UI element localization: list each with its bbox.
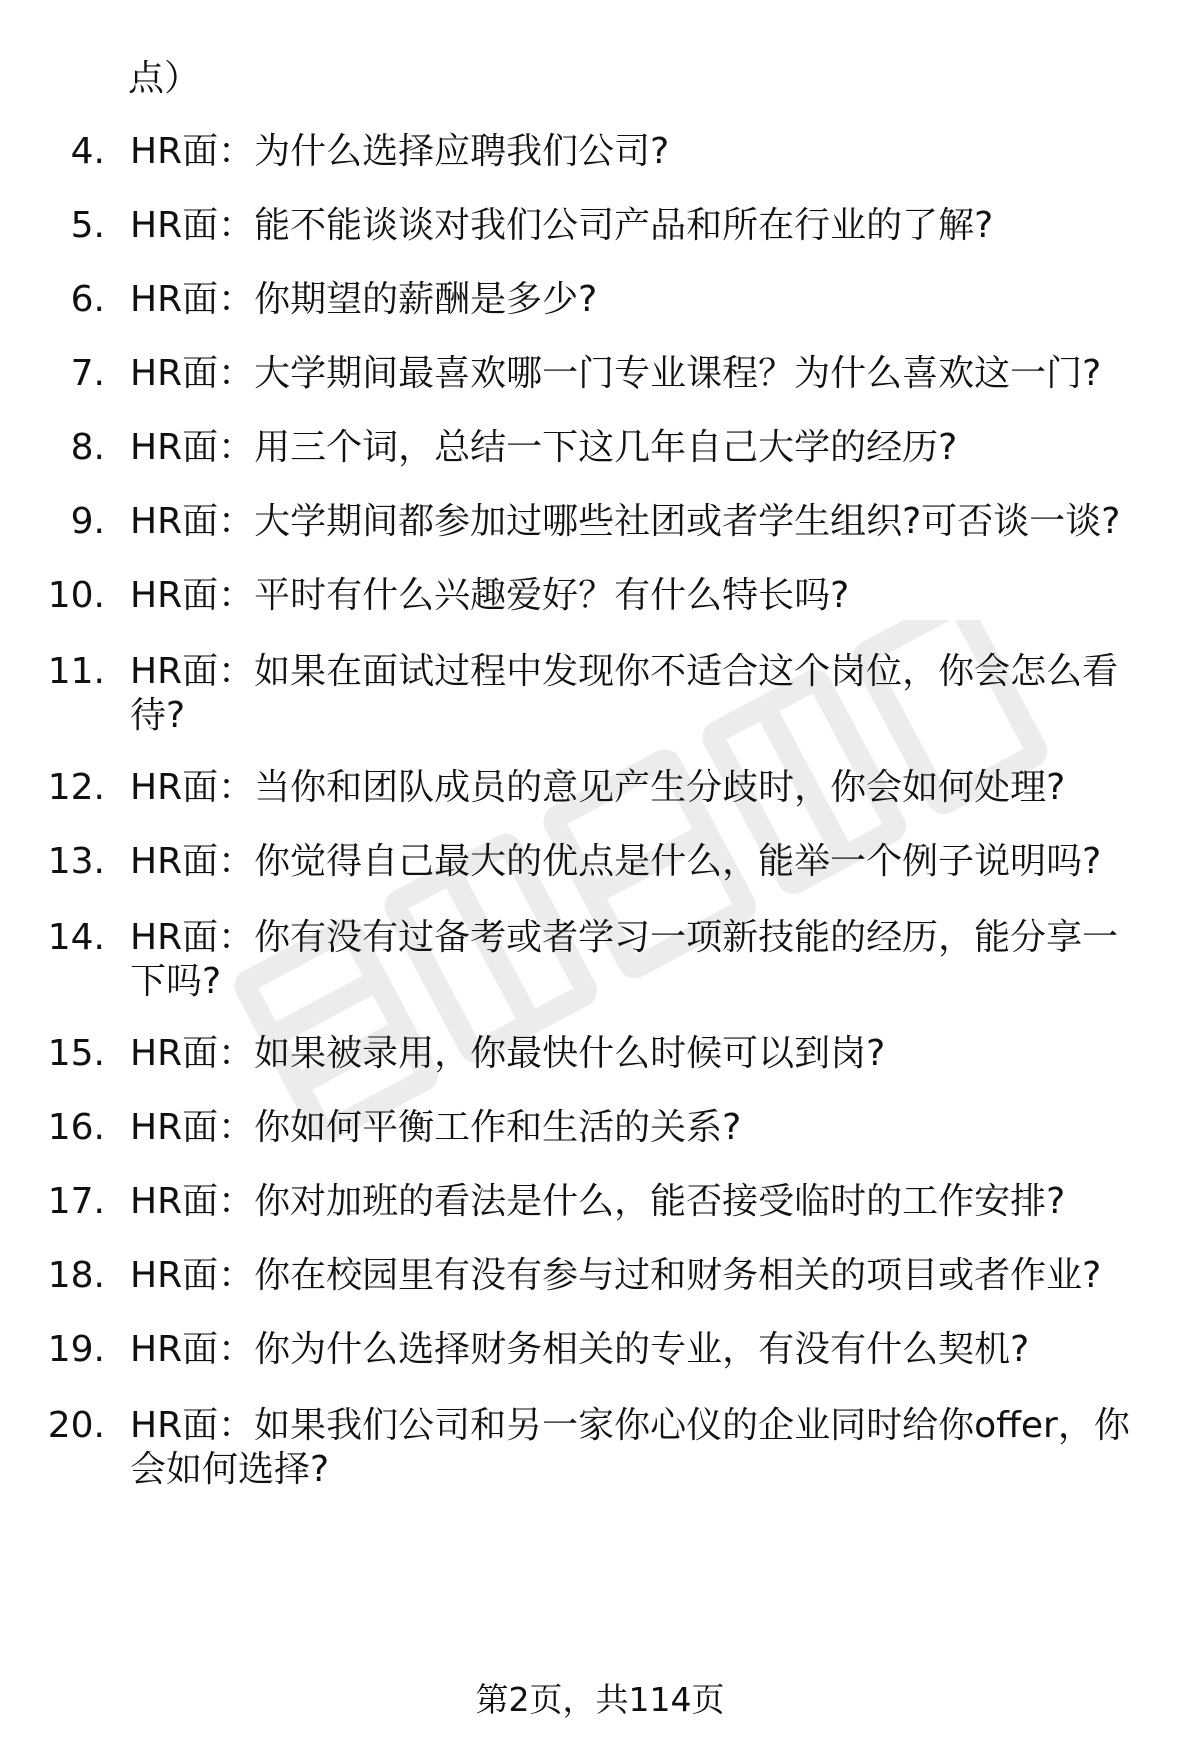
question-number: 6. [70,279,105,320]
question-number: 9. [70,501,105,542]
question-item [0,204,1200,248]
question-item [0,1404,1200,1492]
question-text: HR面：如果在面试过程中发现你不适合这个岗位，你会怎么看待? [130,651,1119,736]
question-item [0,1328,1200,1372]
question-item [0,650,1200,738]
question-text: HR面：大学期间都参加过哪些社团或者学生组织?可否谈一谈? [130,501,1121,542]
question-number: 18. [47,1255,105,1296]
question-text: HR面：你在校园里有没有参与过和财务相关的项目或者作业? [130,1255,1102,1296]
question-number: 5. [70,205,105,246]
question-item [0,130,1200,174]
question-item [0,574,1200,618]
question-item [0,352,1200,396]
question-item [0,1254,1200,1298]
question-number: 15. [47,1033,105,1074]
question-number: 19. [47,1329,105,1370]
question-item [0,1180,1200,1224]
question-text: HR面：你期望的薪酬是多少? [130,279,598,320]
question-item [0,766,1200,810]
question-text: HR面：如果我们公司和另一家你心仪的企业同时给你offer，你会如何选择? [130,1405,1130,1490]
question-number: 7. [70,353,105,394]
question-text: HR面：当你和团队成员的意见产生分歧时，你会如何处理? [130,767,1066,808]
question-number: 10. [47,575,105,616]
question-text: HR面：如果被录用，你最快什么时候可以到岗? [130,1033,886,1074]
question-number: 17. [47,1181,105,1222]
question-item [0,916,1200,1004]
question-number: 8. [70,427,105,468]
question-item [0,1032,1200,1076]
question-text: HR面：你觉得自己最大的优点是什么，能举一个例子说明吗? [130,841,1102,882]
question-text: HR面：平时有什么兴趣爱好？有什么特长吗? [130,575,850,616]
question-text: HR面：能不能谈谈对我们公司产品和所在行业的了解? [130,205,994,246]
question-text: HR面：用三个词，总结一下这几年自己大学的经历? [130,427,958,468]
question-number: 4. [70,131,105,172]
question-item [0,500,1200,544]
question-text: HR面：为什么选择应聘我们公司? [130,131,670,172]
question-text: HR面：你有没有过备考或者学习一项新技能的经历，能分享一下吗? [130,917,1119,1002]
question-text: HR面：你为什么选择财务相关的专业，有没有什么契机? [130,1329,1030,1370]
question-text: HR面：你对加班的看法是什么，能否接受临时的工作安排? [130,1181,1066,1222]
page-footer: 第2页，共114页 [475,1680,725,1719]
question-item [0,426,1200,470]
question-number: 11. [47,651,105,692]
question-item [0,278,1200,322]
question-text: HR面：大学期间最喜欢哪一门专业课程？为什么喜欢这一门? [130,353,1102,394]
question-number: 14. [47,917,105,958]
question-text: HR面：你如何平衡工作和生活的关系? [130,1107,742,1148]
question-item [0,840,1200,884]
question-number: 20. [47,1405,105,1446]
question-number: 16. [47,1107,105,1148]
continuation-text: 点） [128,58,201,99]
question-number: 12. [47,767,105,808]
question-item [0,1106,1200,1150]
question-number: 13. [47,841,105,882]
